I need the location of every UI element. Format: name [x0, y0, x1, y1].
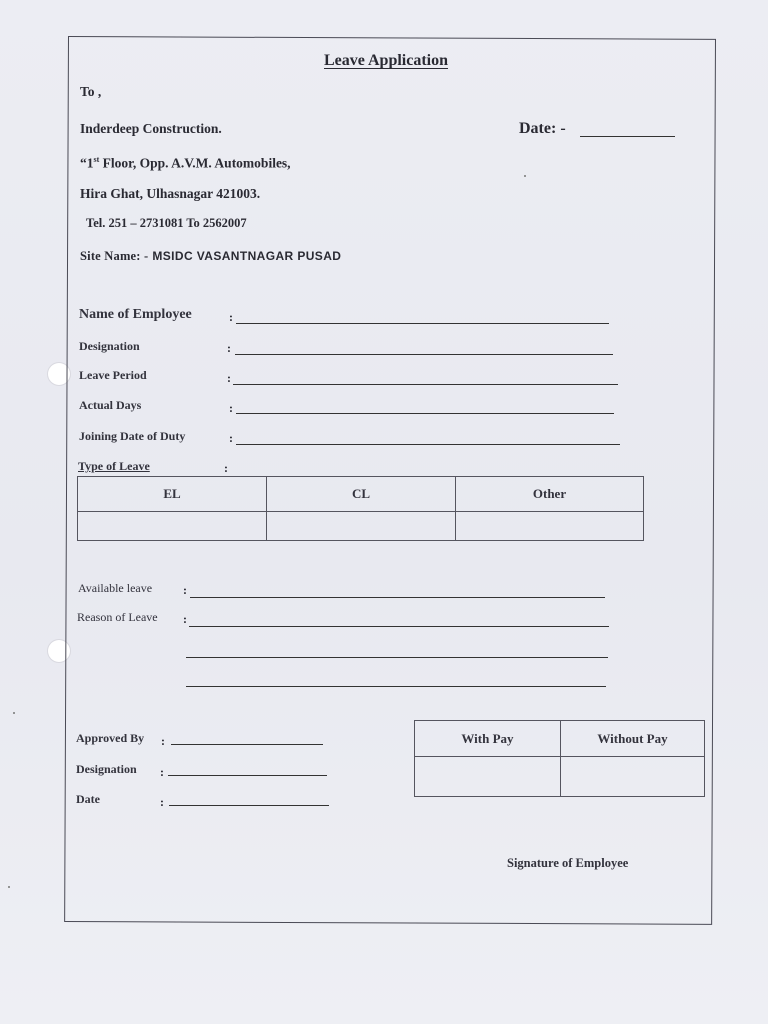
- el-value-cell[interactable]: [78, 512, 267, 541]
- other-value-cell[interactable]: [456, 512, 644, 541]
- colon: :: [183, 583, 187, 597]
- available-leave-field[interactable]: [190, 597, 605, 598]
- signature-of-employee-label: Signature of Employee: [507, 856, 629, 870]
- cl-value-cell[interactable]: [267, 512, 456, 541]
- with-pay-value-cell[interactable]: [415, 757, 561, 797]
- address-line-1-sup: st: [93, 155, 100, 164]
- leave-period-field[interactable]: [233, 384, 618, 385]
- designation-label: Designation: [79, 339, 140, 353]
- with-pay-header: With Pay: [415, 721, 561, 757]
- form-title: Leave Application: [324, 52, 449, 69]
- approval-designation-label: Designation: [76, 762, 137, 776]
- type-of-leave-label: Type of Leave: [78, 459, 150, 473]
- to-label: To ,: [80, 84, 102, 99]
- approval-designation-field[interactable]: [168, 775, 327, 776]
- without-pay-value-cell[interactable]: [561, 757, 705, 797]
- name-of-employee-field[interactable]: [236, 323, 609, 324]
- address-line-2: Hira Ghat, Ulhasnagar 421003.: [80, 186, 261, 201]
- leave-period-label: Leave Period: [79, 368, 147, 382]
- pay-type-table: [414, 720, 705, 797]
- approved-by-label: Approved By: [76, 731, 145, 745]
- name-of-employee-label: Name of Employee: [79, 307, 192, 322]
- scan-speck: [13, 712, 15, 714]
- colon: :: [229, 401, 233, 415]
- approval-date-field[interactable]: [169, 805, 329, 806]
- colon: :: [227, 371, 231, 385]
- colon: :: [224, 461, 228, 475]
- date-label: Date: -: [519, 120, 566, 137]
- designation-field[interactable]: [235, 354, 613, 355]
- address-line-1-prefix: “1: [80, 155, 94, 171]
- reason-of-leave-label: Reason of Leave: [77, 610, 158, 624]
- colon: :: [160, 765, 164, 779]
- available-leave-label: Available leave: [78, 581, 153, 595]
- actual-days-field[interactable]: [236, 413, 614, 414]
- joining-date-label: Joining Date of Duty: [79, 429, 186, 443]
- colon: :: [229, 431, 233, 445]
- address-line-1-rest: Floor, Opp. A.V.M. Automobiles,: [99, 155, 291, 171]
- reason-of-leave-field-line-2[interactable]: [186, 657, 608, 658]
- colon: :: [227, 341, 231, 355]
- leave-type-table: [77, 476, 644, 541]
- cl-header: CL: [267, 477, 456, 512]
- colon: :: [183, 612, 187, 626]
- colon: :: [160, 795, 164, 809]
- approved-by-field[interactable]: [171, 744, 323, 745]
- joining-date-field[interactable]: [236, 444, 620, 445]
- actual-days-label: Actual Days: [79, 398, 142, 412]
- colon: :: [229, 310, 233, 324]
- site-name-value: MSIDC VASANTNAGAR PUSAD: [152, 249, 342, 263]
- scan-speck: [8, 886, 10, 888]
- telephone: Tel. 251 – 2731081 To 2562007: [86, 216, 247, 230]
- approval-date-label: Date: [76, 792, 100, 806]
- site-name-label: Site Name: -: [80, 249, 149, 263]
- colon: :: [161, 734, 165, 748]
- el-header: EL: [78, 477, 267, 512]
- reason-of-leave-field[interactable]: [189, 626, 609, 627]
- other-header: Other: [456, 477, 644, 512]
- address-line-1: [80, 155, 291, 172]
- reason-of-leave-field-line-3[interactable]: [186, 686, 606, 687]
- company-name: Inderdeep Construction.: [80, 121, 222, 136]
- date-field[interactable]: [580, 136, 675, 137]
- site-name: [80, 247, 341, 265]
- without-pay-header: Without Pay: [561, 721, 705, 757]
